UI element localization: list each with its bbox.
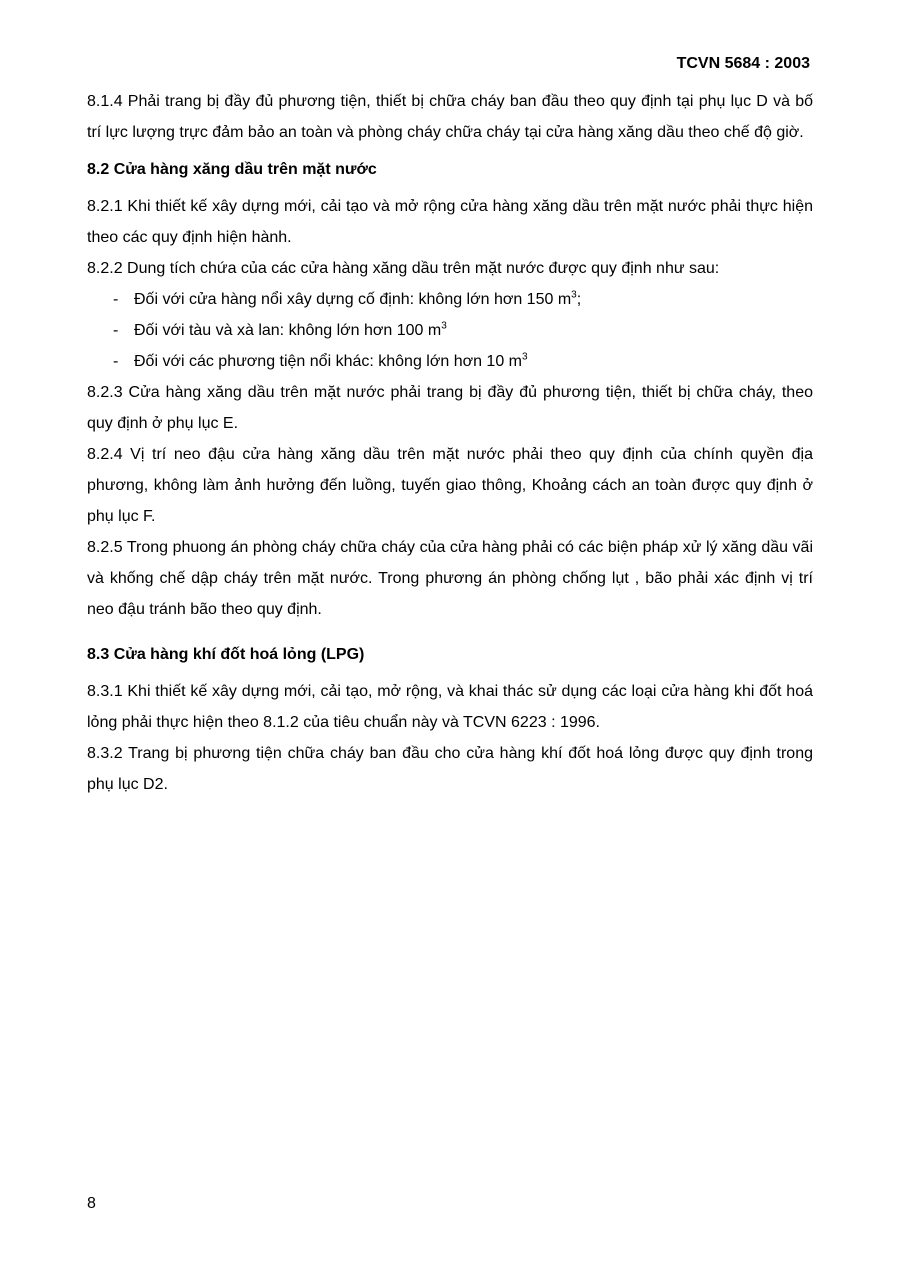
page-number: 8 [87,1195,96,1212]
paragraph-8-2-5: 8.2.5 Trong phuong án phòng cháy chữa cháy của cửa hàng phải có các biện pháp xử lý xăng dầu vãi và khống chế dập cháy trên mặt nước. Trong phương án phòng chống lụt , bão phải xác định vị trí neo đậu tránh bão theo quy định. [87,539,813,618]
list-dash: - [113,322,119,339]
section-heading-8-2: 8.2 Cửa hàng xăng dầu trên mặt nước [87,161,377,178]
paragraph-8-2-4: 8.2.4 Vị trí neo đậu cửa hàng xăng dầu trên mặt nước phải theo quy định của chính quyền địa phương, không làm ảnh hưởng đến luồng, tuyến giao thông, Khoảng cách an toàn được quy định ở phụ lục F. [87,446,813,525]
list-item-text: Đối với tàu và xà lan: không lớn hơn 100 m [134,322,442,339]
list-item [87,284,813,315]
document-body [87,86,813,800]
list-item [87,346,813,377]
superscript: 3 [571,289,577,301]
paragraph-8-2-1: 8.2.1 Khi thiết kế xây dựng mới, cải tạo và mở rộng cửa hàng xăng dầu trên mặt nước phải thực hiện theo các quy định hiện hành. [87,198,813,246]
list-item-text: Đối với các phương tiện nổi khác: không lớn hơn 10 m [134,353,522,370]
paragraph-8-2-3: 8.2.3 Cửa hàng xăng dầu trên mặt nước phải trang bị đầy đủ phương tiện, thiết bị chữa cháy, theo quy định ở phụ lục E. [87,384,813,432]
superscript: 3 [441,320,447,332]
section-heading-8-3: 8.3 Cửa hàng khí đốt hoá lỏng (LPG) [87,646,365,663]
paragraph-8-3-1: 8.3.1 Khi thiết kế xây dựng mới, cải tạo, mở rộng, và khai thác sử dụng các loại cửa hàng khi đốt hoá lỏng phải thực hiện theo 8.1.2 của tiêu chuẩn này và TCVN 6223 : 1996. [87,683,813,731]
standard-code-header: TCVN 5684 : 2003 [676,55,810,72]
capacity-list [87,284,813,377]
list-dash: - [113,353,119,370]
paragraph-8-1-4: 8.1.4 Phải trang bị đầy đủ phương tiện, thiết bị chữa cháy ban đầu theo quy định tại phụ lục D và bố trí lực lượng trực đảm bảo an toàn và phòng cháy chữa cháy tại cửa hàng xăng dầu theo chế độ giờ. [87,93,813,141]
list-item [87,315,813,346]
paragraph-8-3-2: 8.3.2 Trang bị phương tiện chữa cháy ban đầu cho cửa hàng khí đốt hoá lỏng được quy định trong phụ lục D2. [87,745,813,793]
list-item-text: Đối với cửa hàng nổi xây dựng cố định: không lớn hơn 150 m [134,291,572,308]
paragraph-8-2-2: 8.2.2 Dung tích chứa của các cửa hàng xăng dầu trên mặt nước được quy định như sau: [87,260,720,277]
superscript: 3 [522,351,528,363]
list-item-tail: ; [576,291,582,308]
list-dash: - [113,291,119,308]
